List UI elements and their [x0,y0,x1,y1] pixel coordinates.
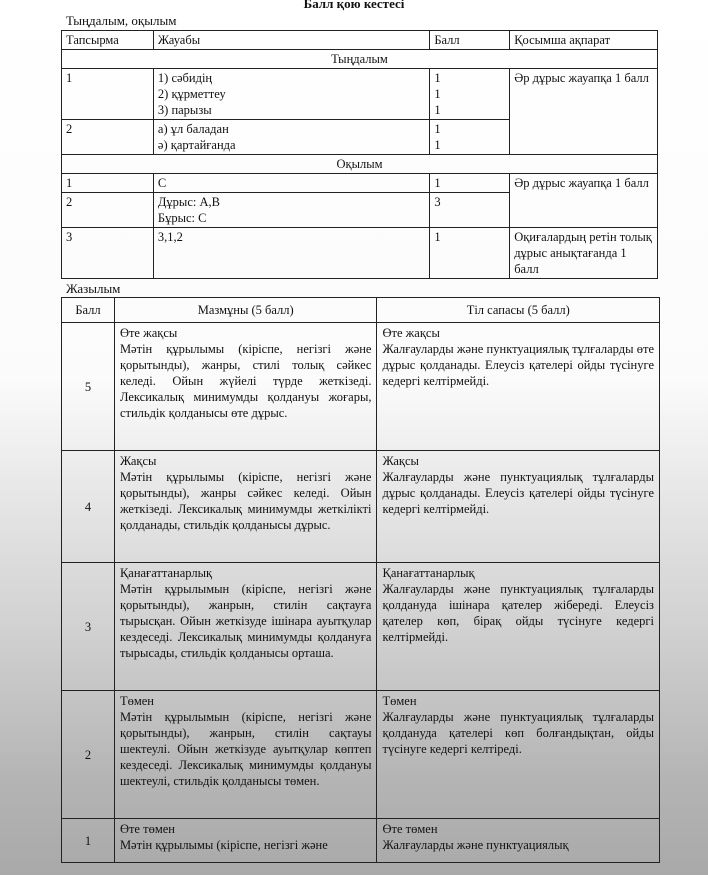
task-number: 3 [62,228,154,279]
table-row [62,228,658,279]
score-cell: 3 [430,193,510,228]
table-row [62,174,658,193]
listening-section-label: Тыңдалым [62,50,658,69]
content-level-title: Жақсы [119,454,157,468]
score-cell: 1 [430,174,510,193]
language-level-title: Жақсы [382,454,419,468]
section-label-listening-reading: Тыңдалым, оқылым [66,13,177,28]
answer-line: 2) құрметтеу [157,87,226,101]
table-row [62,451,660,563]
table-row [62,563,660,691]
answer-line: 1) сәбидің [157,71,213,85]
answer-cell [153,120,429,155]
content-description: Мәтін құрылымын (кіріспе, негізгі және қорытынды), жанрын, стилін сақтауға тырысқан. Ойын жеткізуде ішінара ауытқулар кездеседі. Лексикалық минимумды қолдануға тырысады, стильдік қолданысы орташа. [119,582,372,660]
table-header-row [62,31,658,50]
language-cell [377,451,660,563]
score-value: 1 [434,138,441,152]
score-value: 5 [62,323,115,451]
language-description: Жалғауларды және пунктуациялық тұлғаларды өте дұрыс қолданады. Елеусіз қателері ойды түсінуге кедергі келтірмейді. [382,342,654,388]
language-description: Жалғауларды және пунктуациялық [382,838,569,852]
content-level-title: Қанағаттанарлық [119,566,213,580]
language-level-title: Төмен [382,694,417,708]
header-language-quality: Тіл сапасы (5 балл) [377,298,660,323]
content-level-title: Өте төмен [119,822,175,836]
task-number: 2 [62,120,154,155]
score-value: 4 [62,451,115,563]
extra-info-cell: Әр дұрыс жауапқа 1 балл [510,174,658,228]
content-cell [114,323,377,451]
score-value: 1 [62,819,115,863]
language-cell [377,563,660,691]
extra-info-cell: Әр дұрыс жауапқа 1 балл [510,69,658,155]
reading-section-label: Оқылым [62,155,658,174]
content-level-title: Төмен [119,694,154,708]
task-number: 1 [62,174,154,193]
score-value: 2 [62,691,115,819]
answer-cell [153,69,429,120]
answer-line: Дұрыс: А,В [157,195,220,209]
answer-line: ә) қартайғанда [157,138,236,152]
content-description: Мәтін құрылымын (кіріспе, негізгі және қорытынды), жанрын, стилін сақтауы шектеулі. Ойын жеткізуде ауытқулар көптеп кездеседі. Лексикалық минимумды қолдануы шектеулі, стильдік қолданысы төмен. [119,710,372,788]
page-title: Балл қою кестесі [303,0,405,11]
table-row [62,323,660,451]
score-cell [430,120,510,155]
table-row [62,69,658,120]
score-value: 1 [434,122,441,136]
table-row [62,691,660,819]
language-level-title: Өте төмен [382,822,438,836]
header-score: Балл [62,298,115,323]
section-label-writing: Жазылым [66,281,121,296]
score-value: 3 [62,563,115,691]
table-header-row [62,298,660,323]
table-row [62,819,660,863]
answer-line: а) ұл баладан [157,122,229,136]
content-description: Мәтін құрылымы (кіріспе, негізгі және [119,838,328,852]
language-description: Жалғауларды және пунктуациялық тұлғаларды дұрыс қолданады. Елеусіз қателері ойды түсінуге кедергі келтірмейді. [382,470,654,516]
answer-cell: 3,1,2 [153,228,429,279]
task-number: 1 [62,69,154,120]
answer-line: Бұрыс: С [157,211,207,225]
listening-section-row [62,50,658,69]
language-description: Жалғауларды және пунктуациялық тұлғаларды қолдануда қателері көп болғандықтан, ойды түсінуге кедергі келтіреді. [382,710,654,756]
content-cell [114,819,377,863]
score-value: 1 [434,87,441,101]
answer-line: 3) парызы [157,103,212,117]
content-description: Мәтін құрылымы (кіріспе, негізгі және қорытынды), жанры сәйкес келеді. Ойын жеткізеді. Лексикалық минимумды жеткілікті қолданады, стильдік қолданысы дұрыс. [119,470,372,532]
language-level-title: Қанағаттанарлық [382,566,475,580]
language-description: Жалғауларды және пунктуациялық тұлғаларды қолдануда ішінара қателер жібереді. Елеусіз қателер көп, бірақ ойды түсінуге кедергі келтірмейді. [382,582,654,644]
writing-rubric-table [61,297,660,863]
answer-cell [153,193,429,228]
header-task: Тапсырма [62,31,154,50]
language-cell [377,691,660,819]
score-cell: 1 [430,228,510,279]
header-content: Мазмұны (5 балл) [114,298,377,323]
header-score: Балл [430,31,510,50]
content-cell [114,691,377,819]
answer-cell: С [153,174,429,193]
content-cell [114,451,377,563]
header-answer: Жауабы [153,31,429,50]
header-extra-info: Қосымша ақпарат [510,31,658,50]
content-description: Мәтін құрылымы (кіріспе, негізгі және қорытынды), жанры, стилі толық сәйкес келеді. Ойын жүйелі түрде жеткізеді. Лексикалық минимумды қолдануы жоғары, стильдік қолданысы өте дұрыс. [119,342,372,420]
content-level-title: Өте жақсы [119,326,178,340]
language-cell [377,323,660,451]
language-level-title: Өте жақсы [382,326,440,340]
extra-info-cell: Оқиғалардың ретін толық дұрыс анықтағанда 1 балл [510,228,658,279]
reading-section-row [62,155,658,174]
content-cell [114,563,377,691]
listening-reading-table [61,30,658,279]
language-cell [377,819,660,863]
score-cell [430,69,510,120]
task-number: 2 [62,193,154,228]
score-value: 1 [434,71,441,85]
score-value: 1 [434,103,441,117]
